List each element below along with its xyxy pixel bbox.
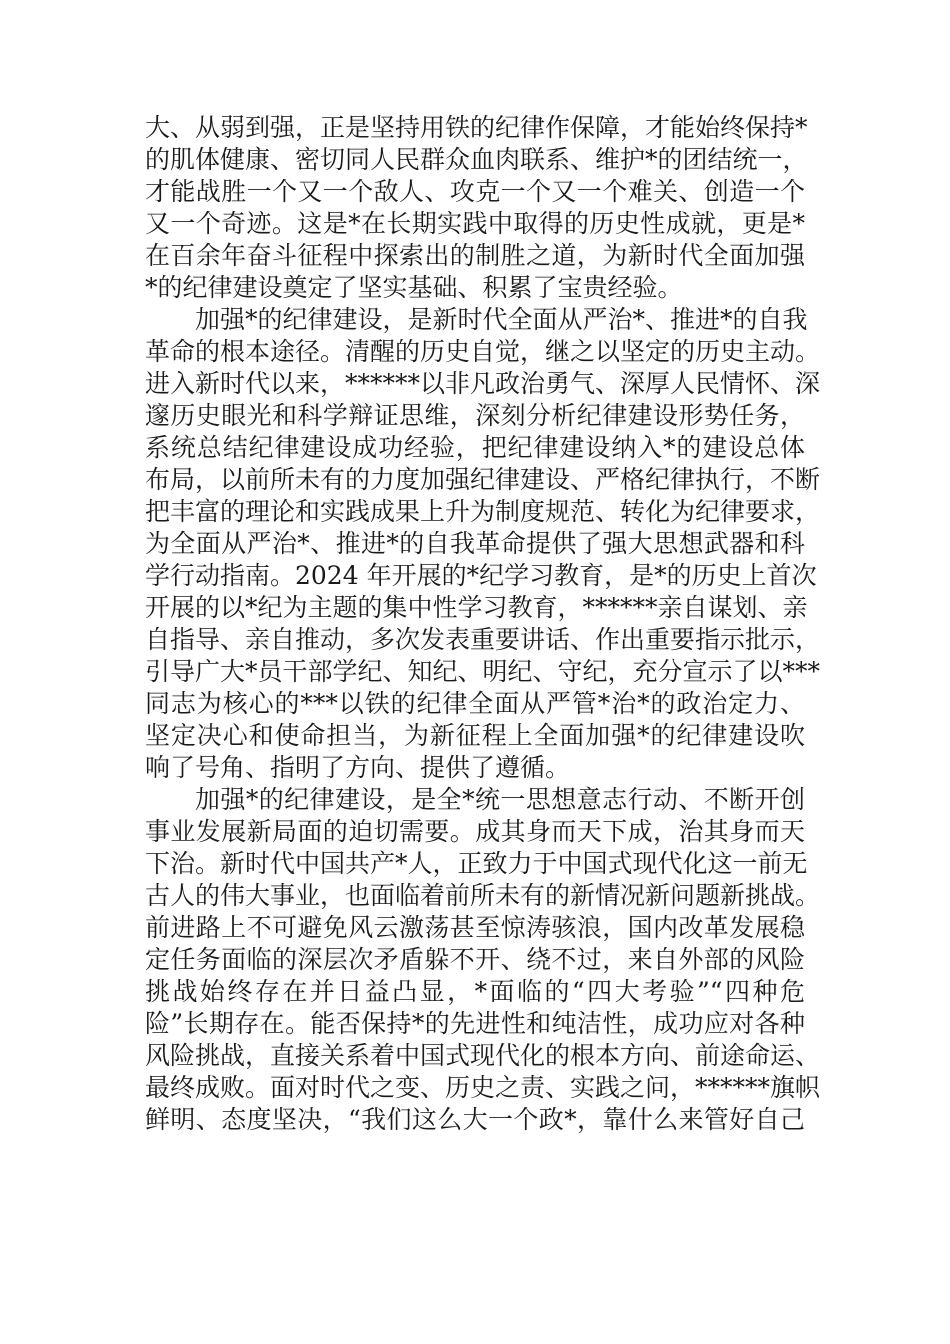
text-line: 邃历史眼光和科学辩证思维，深刻分析纪律建设形势任务， (145, 401, 805, 430)
text-line: 自指导、亲自推动，多次发表重要讲话、作出重要指示批示， (145, 625, 821, 654)
text-line: 最终成败。面对时代之变、历史之责、实践之问，******旗帜 (145, 1073, 821, 1102)
paragraph-start-line: 加强*的纪律建设，是新时代全面从严治*、推进*的自我 (195, 305, 808, 334)
text-line: 开展的以*纪为主题的集中性学习教育，******亲自谋划、亲 (145, 593, 808, 622)
text-line: 鲜明、态度坚决，“我们这么大一个政*，靠什么来管好自己 (145, 1105, 805, 1134)
paragraph-start-line: 加强*的纪律建设，是全*统一思想意志行动、不断开创 (195, 785, 805, 814)
text-line: 坚定决心和使命担当，为新征程上全面加强*的纪律建设吹 (145, 721, 805, 750)
text-line: 在百余年奋斗征程中探索出的制胜之道，为新时代全面加强 (145, 241, 805, 270)
text-line: 前进路上不可避免风云激荡甚至惊涛骇浪，国内改革发展稳 (145, 913, 805, 942)
text-line: 的肌体健康、密切同人民群众血肉联系、维护*的团结统一， (145, 145, 808, 174)
text-line: 革命的根本途径。清醒的历史自觉，继之以坚定的历史主动。 (145, 337, 821, 366)
text-line: 系统总结纪律建设成功经验，把纪律建设纳入*的建设总体 (145, 433, 805, 462)
text-line: 又一个奇迹。这是*在长期实践中取得的历史性成就，更是* (145, 209, 805, 238)
text-line: 定任务面临的深层次矛盾躲不开、绕不过，来自外部的风险 (145, 945, 805, 974)
text-line: 把丰富的理论和实践成果上升为制度规范、转化为纪律要求， (145, 497, 821, 526)
text-line: 古人的伟大事业，也面临着前所未有的新情况新问题新挑战。 (145, 881, 821, 910)
text-line: 下治。新时代中国共产*人，正致力于中国式现代化这一前无 (145, 849, 808, 878)
text-line: 风险挑战，直接关系着中国式现代化的根本方向、前途命运、 (145, 1041, 821, 1070)
text-line: 同志为核心的***以铁的纪律全面从严管*治*的政治定力、 (145, 689, 805, 718)
text-line: 为全面从严治*、推进*的自我革命提供了强大思想武器和科 (145, 529, 805, 558)
text-line: 事业发展新局面的迫切需要。成其身而天下成，治其身而天 (145, 817, 805, 846)
text-line: 险”长期存在。能否保持*的先进性和纯洁性，成功应对各种 (145, 1009, 805, 1038)
text-line: 挑战始终存在并日益凸显，*面临的“四大考验”“四种危 (145, 977, 805, 1006)
text-line: *的纪律建设奠定了坚实基础、积累了宝贵经验。 (145, 273, 683, 302)
text-line: 布局，以前所未有的力度加强纪律建设、严格纪律执行，不断 (145, 465, 821, 494)
text-line: 响了号角、指明了方向、提供了遵循。 (145, 753, 571, 782)
text-line: 才能战胜一个又一个敌人、攻克一个又一个难关、创造一个 (145, 177, 805, 206)
text-line: 引导广大*员干部学纪、知纪、明纪、守纪，充分宣示了以*** (145, 657, 821, 686)
text-line: 大、从弱到强，正是坚持用铁的纪律作保障，才能始终保持* (145, 113, 808, 142)
document-body (145, 112, 821, 1136)
text-line: 学行动指南。2024 年开展的*纪学习教育，是*的历史上首次 (145, 561, 817, 590)
text-line: 进入新时代以来，******以非凡政治勇气、深厚人民情怀、深 (145, 369, 821, 398)
